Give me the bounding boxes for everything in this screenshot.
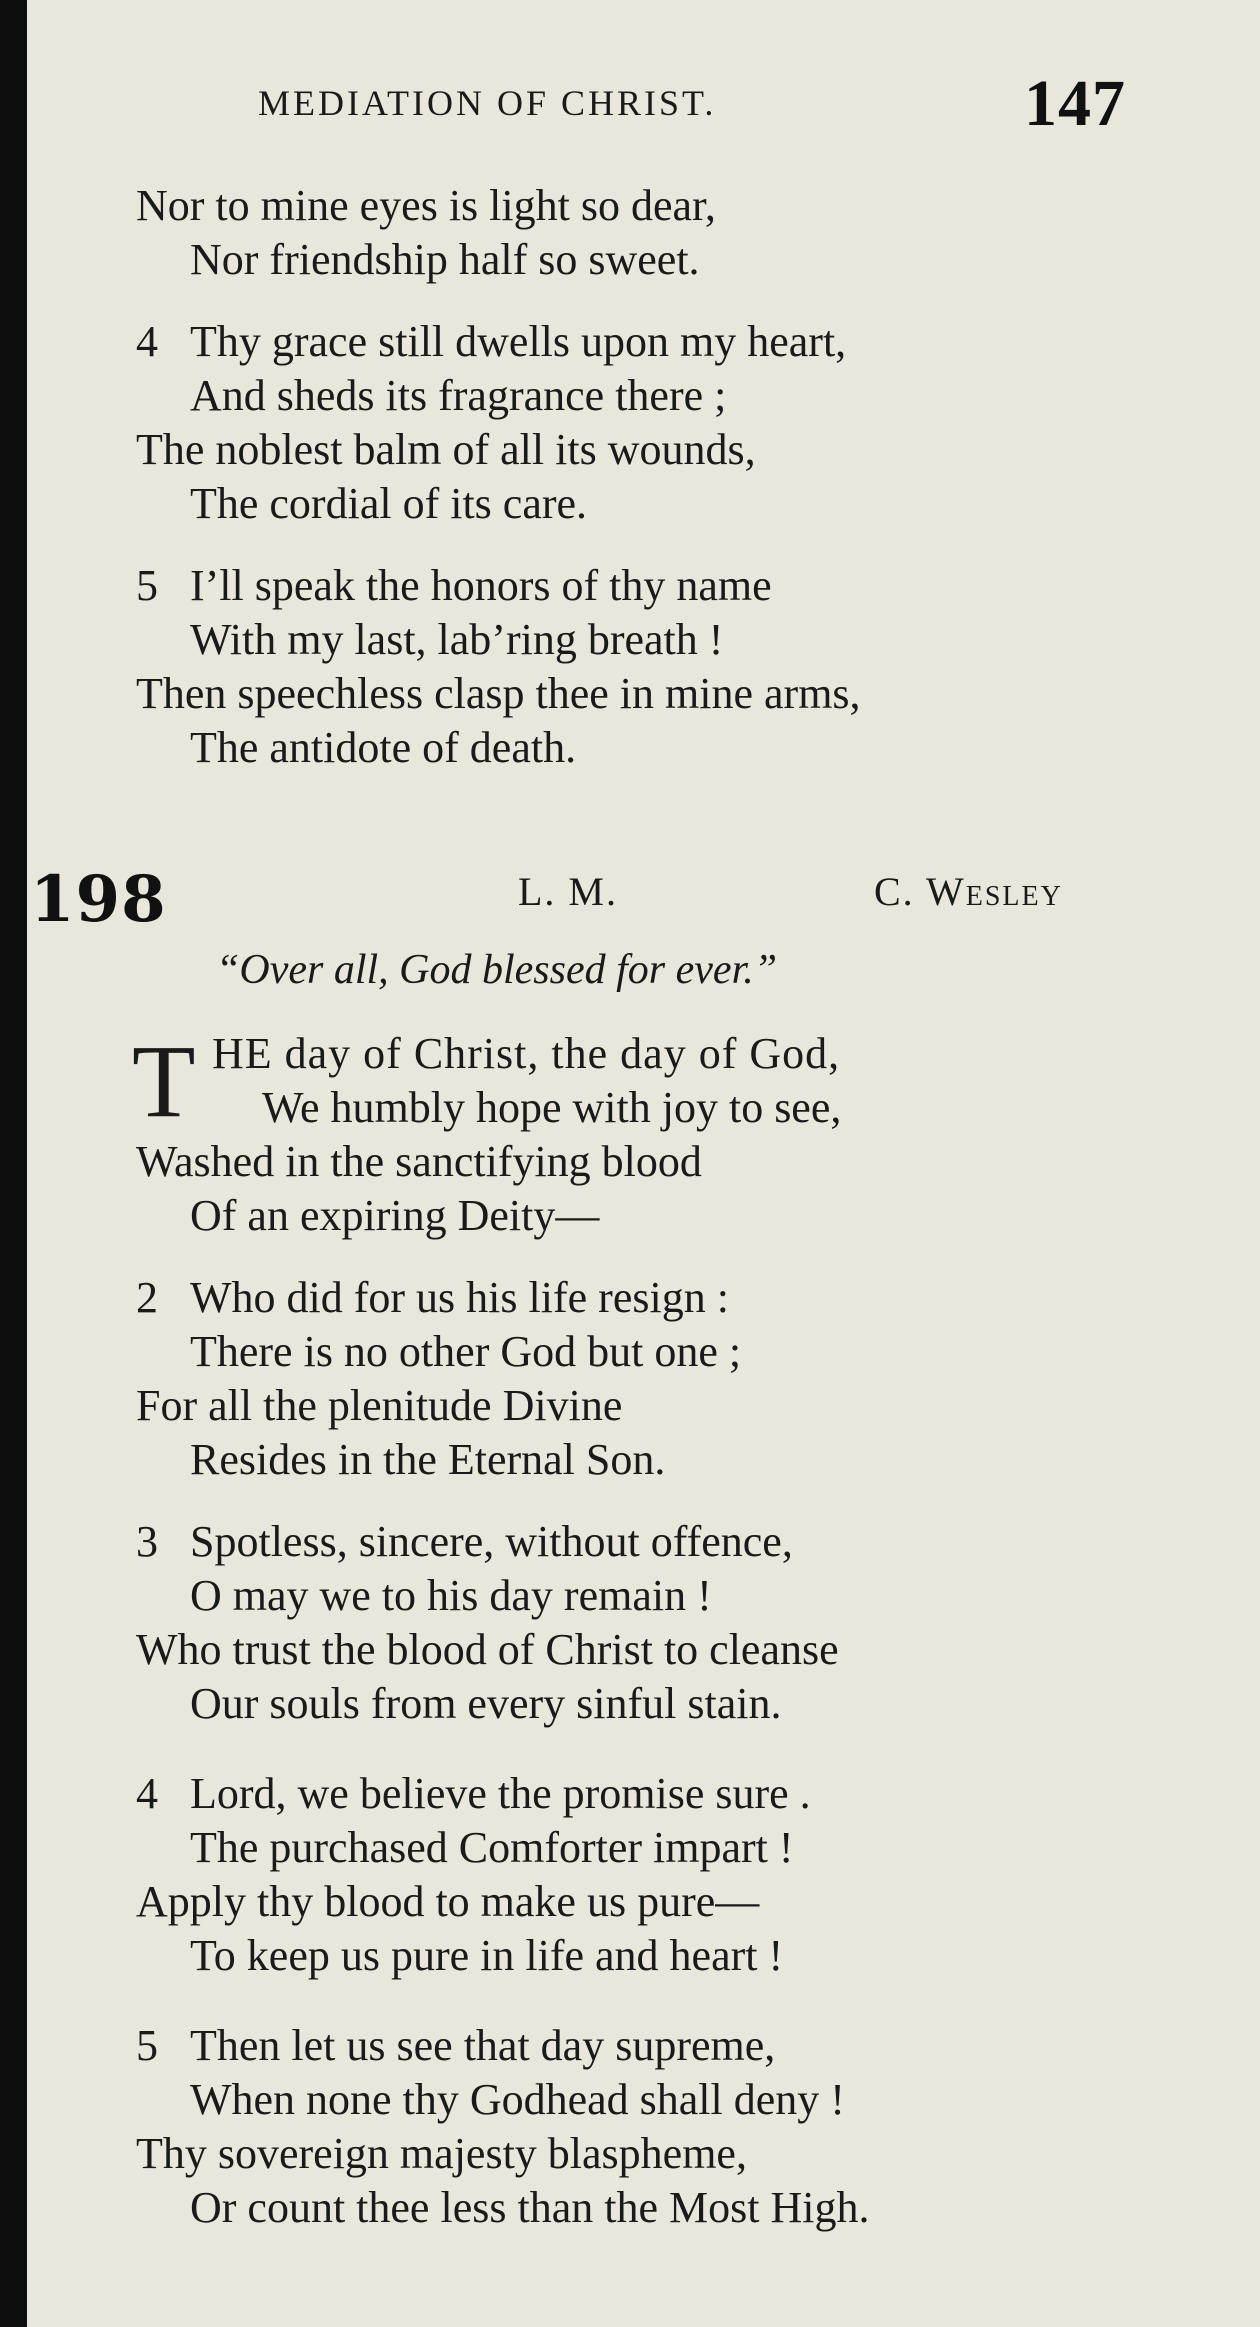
verse-line: Washed in the sanctifying blood bbox=[136, 1137, 702, 1186]
verse-line: Lord, we believe the promise sure . bbox=[190, 1769, 811, 1818]
verse-line: Thy grace still dwells upon my heart, bbox=[190, 317, 847, 366]
verse-line: Spotless, sincere, without offence, bbox=[190, 1517, 793, 1566]
verse-line: O may we to his day remain ! bbox=[190, 1571, 712, 1620]
verse-line: Then speechless clasp thee in mine arms, bbox=[136, 669, 861, 718]
verse-line: When none thy Godhead shall deny ! bbox=[190, 2075, 845, 2124]
stanza-number: 4 bbox=[136, 1769, 158, 1818]
verse-line: Apply thy blood to make us pure— bbox=[136, 1877, 760, 1926]
verse-line: Nor to mine eyes is light so dear, bbox=[136, 181, 716, 230]
hymn-number: 198 bbox=[30, 862, 167, 937]
verse-line: HE day of Christ, the day of God, bbox=[212, 1029, 841, 1078]
verse-line: For all the plenitude Divine bbox=[136, 1381, 623, 1430]
verse-line: Of an expiring Deity— bbox=[190, 1191, 600, 1240]
verse-line: And sheds its fragrance there ; bbox=[190, 371, 727, 420]
page-number: 147 bbox=[1024, 67, 1126, 140]
verse-line: We humbly hope with joy to see, bbox=[262, 1083, 842, 1132]
stanza-number: 5 bbox=[136, 2021, 158, 2070]
stanza-number: 5 bbox=[136, 561, 158, 610]
verse-line: I’ll speak the honors of thy name bbox=[190, 561, 772, 610]
verse-line: The noblest balm of all its wounds, bbox=[136, 425, 756, 474]
verse-line: To keep us pure in life and heart ! bbox=[190, 1931, 784, 1980]
verse-line: Our souls from every sinful stain. bbox=[190, 1679, 782, 1728]
hymn-meter: L. M. bbox=[518, 869, 618, 914]
stanza-number: 3 bbox=[136, 1517, 158, 1566]
hymn-author: C. Wesley bbox=[874, 869, 1063, 914]
verse-line: Thy sovereign majesty blaspheme, bbox=[136, 2129, 747, 2178]
verse-line: The purchased Comforter impart ! bbox=[190, 1823, 794, 1872]
hymn-epigraph: “Over all, God blessed for ever.” bbox=[216, 947, 778, 993]
verse-line: With my last, lab’ring breath ! bbox=[190, 615, 724, 664]
verse-line: The antidote of death. bbox=[190, 723, 577, 772]
verse-line: Nor friendship half so sweet. bbox=[190, 235, 700, 284]
stanza-number: 4 bbox=[136, 317, 158, 366]
verse-line: Or count thee less than the Most High. bbox=[190, 2183, 870, 2232]
running-title: MEDIATION OF CHRIST. bbox=[258, 83, 717, 123]
verse-line: Then let us see that day supreme, bbox=[190, 2021, 776, 2070]
verse-line: There is no other God but one ; bbox=[190, 1327, 742, 1376]
verse-line: Who did for us his life resign : bbox=[190, 1273, 729, 1322]
verse-line: The cordial of its care. bbox=[190, 479, 588, 528]
drop-cap: T bbox=[132, 1024, 196, 1139]
verse-line: Who trust the blood of Christ to cleanse bbox=[136, 1625, 839, 1674]
verse-line: Resides in the Eternal Son. bbox=[190, 1435, 666, 1484]
stanza-number: 2 bbox=[136, 1273, 158, 1322]
